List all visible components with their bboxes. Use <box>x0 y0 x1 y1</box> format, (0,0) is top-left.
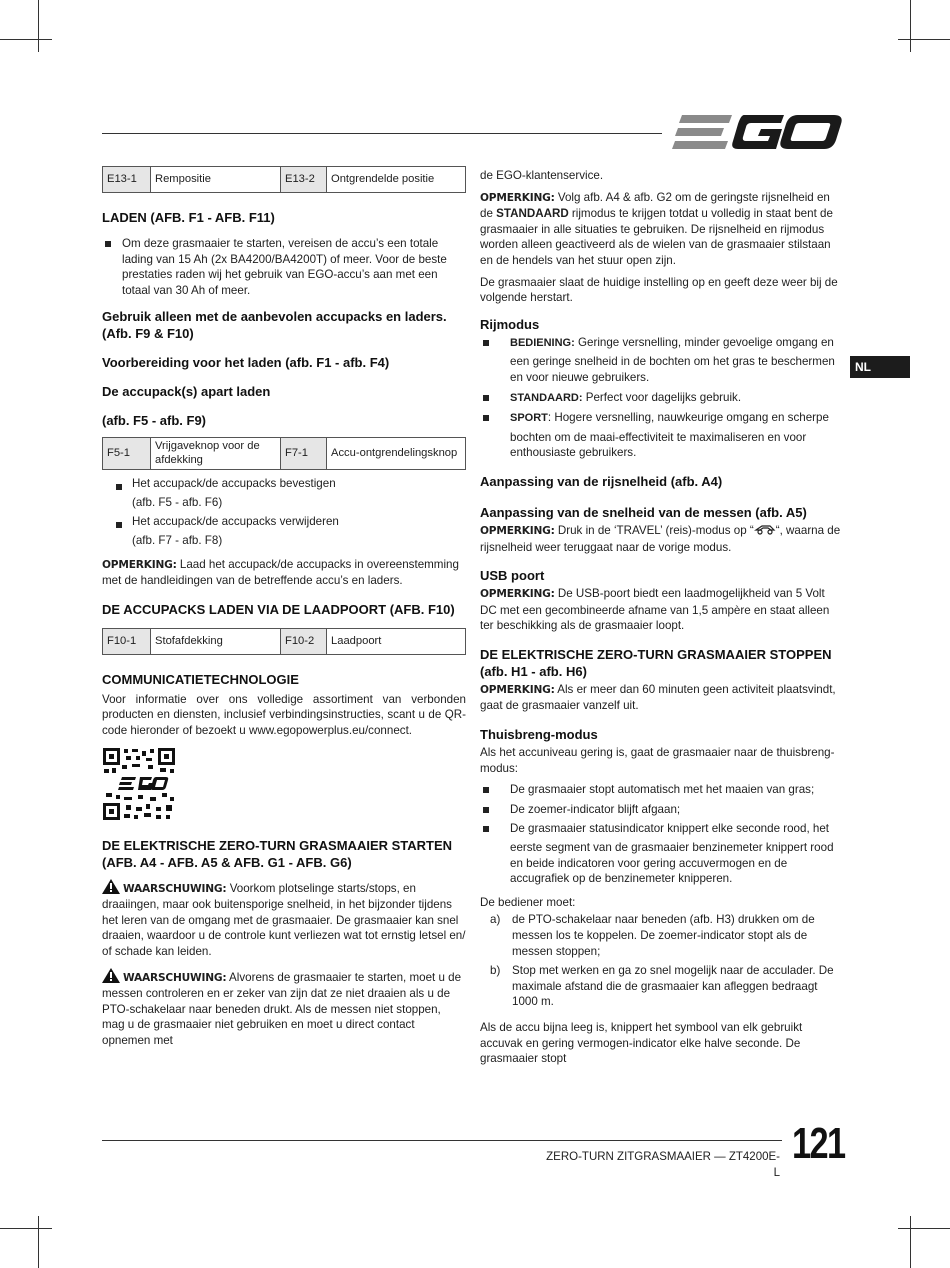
note-paragraph <box>480 682 844 714</box>
crop-mark <box>910 1216 911 1268</box>
paragraph-thuisbreng: Als het accuniveau gering is, gaat de grasmaaier naar de thuisbreng-modus: <box>480 746 835 775</box>
crop-mark <box>0 1228 52 1229</box>
crop-mark <box>898 1228 950 1229</box>
list-item-rest: eerste segment van de grasmaaier benzinemeter knippert rood en beide indicatoren voor gering accuvermogen en de accugrafiek op de benzinemeter knipperen. <box>510 841 834 886</box>
heading-gebruik: Gebruik alleen met de aanbevolen accupacks en laders. (Afb. F9 & F10) <box>102 309 447 342</box>
accupack-list <box>102 476 466 548</box>
crop-mark <box>38 1216 39 1268</box>
list-item-ref: (afb. F7 - afb. F8) <box>132 533 223 547</box>
note-label: OPMERKING: <box>480 683 555 696</box>
heading-rijmodus: Rijmodus <box>480 316 540 332</box>
note-text: “, waarna de rijsnelheid weer teruggaat naar de vorige modus. <box>480 523 841 554</box>
language-tab: NL <box>850 356 910 378</box>
page-number: 121 <box>792 1119 845 1168</box>
list-item <box>480 335 844 386</box>
note-text: Druk in de ‘TRAVEL’ (reis)-modus op “ <box>554 523 754 537</box>
crop-mark <box>898 39 950 40</box>
blade-speed-icon <box>754 524 776 535</box>
note-paragraph <box>102 557 466 589</box>
step-text: de PTO-schakelaar naar beneden (afb. H3) drukken om de messen los te koppelen. De zoemer-indicator stopt als de messen stoppen; <box>512 913 815 958</box>
part-code: E13-1 <box>103 167 151 193</box>
note-paragraph <box>480 523 844 555</box>
right-column <box>480 168 844 1073</box>
list-item <box>480 390 844 407</box>
heading-usb: USB poort <box>480 568 545 584</box>
heading-afb: (afb. F5 - afb. F9) <box>102 413 206 429</box>
parts-table-e13 <box>102 166 466 193</box>
paragraph-final: Als de accu bijna leeg is, knippert het symbool van elk gebruikt accuvak en gering vermogen-indicator elke halve seconde. De grasmaaier stopt <box>480 1020 803 1066</box>
part-code: F5-1 <box>103 438 151 470</box>
rijmodus-list <box>480 335 844 461</box>
qr-code-icon[interactable] <box>102 747 176 821</box>
step-marker: b) <box>490 964 501 978</box>
list-item-line: Het accupack/de accupacks bevestigen <box>132 477 336 491</box>
note-label: OPMERKING: <box>102 558 177 571</box>
left-column <box>102 166 466 1056</box>
part-name: Rempositie <box>151 167 281 193</box>
section-heading-stoppen: DE ELEKTRISCHE ZERO-TURN GRASMAAIER STOPPEN (afb. H1 - afb. H6) <box>480 646 832 679</box>
note-text: Als er meer dan 60 minuten geen activiteit plaatsvindt, gaat de grasmaaier vanzelf uit. <box>480 682 836 713</box>
header-rule <box>102 133 662 134</box>
step-text: Stop met werken en ga zo snel mogelijk naar de acculader. De maximale afstand die de grasmaaier kan afleggen bedraagt 1000 m. <box>512 964 834 1009</box>
note-text: De USB-poort biedt een laadmogelijkheid van 5 Volt DC met een gecombineerde afname van 1,5 ampère en staat alleen ter beschikking als de grasmaaier loopt. <box>480 587 830 633</box>
section-heading-comm: COMMUNICATIETECHNOLOGIE <box>102 671 299 687</box>
footer-rule <box>102 1140 782 1141</box>
mode-label: BEDIENING: <box>510 336 575 349</box>
part-name: Vrijgaveknop voor de afdekking <box>151 438 281 470</box>
part-name: Accu-ontgrendelingsknop <box>327 438 466 470</box>
crop-mark <box>0 39 52 40</box>
mode-text: Perfect voor dagelijks gebruik. <box>582 390 742 404</box>
part-name: Laadpoort <box>327 628 466 654</box>
warning-text: Voorkom plotselinge starts/stops, en draaiingen, maar ook buitensporige snelheid, in het bijzonder tijdens het leren van de omgang met de grasmaaier. De grasmaaier kan snel draaien, waardoor u de controle kunt verliezen wat tot ernstig letsel en/ of schade kan leiden. <box>102 881 466 958</box>
note-paragraph <box>480 190 844 269</box>
section-heading-laden: LADEN (AFB. F1 - AFB. F11) <box>102 210 275 225</box>
heading-voorbereiding: Voorbereiding voor het laden (afb. F1 - afb. F4) <box>102 355 390 371</box>
list-item-line: De grasmaaier stopt automatisch met het maaien van gras; <box>510 783 815 797</box>
note-paragraph <box>480 586 844 634</box>
mode-text-rest: bochten om de maai-effectiviteit te maximaliseren en voor enthousiaste gebruikers. <box>510 430 807 460</box>
parts-table-f5 <box>102 437 466 470</box>
heading-apart-laden: De accupack(s) apart laden <box>102 384 271 400</box>
parts-table-f10 <box>102 628 466 655</box>
mode-text-rest: een geringe snelheid in de bochten om het gras te beschermen en voor nieuwe gebruikers. <box>510 355 835 384</box>
note-emphasis: STANDAARD <box>496 207 569 221</box>
part-code: F10-2 <box>281 628 327 654</box>
heading-messen: Aanpassing van de snelheid van de messen (afb. A5) <box>480 504 807 520</box>
list-item-ref: (afb. F5 - afb. F6) <box>132 495 223 509</box>
note-text: Laad het accupack/de accupacks in overeenstemming met de handleidingen van de betreffende accu’s en laders. <box>102 557 459 588</box>
continued-paragraph: de EGO-klantenservice. <box>480 169 604 182</box>
part-code: E13-2 <box>281 167 327 193</box>
warning-label: WAARSCHUWING: <box>123 882 227 895</box>
note-label: OPMERKING: <box>480 588 555 601</box>
note-text: Volg afb. A4 & afb. G2 om de geringste rijsnelheid en de <box>480 190 830 221</box>
warning-triangle-icon <box>102 879 120 894</box>
warning-triangle-icon <box>102 968 120 983</box>
paragraph-herstart: De grasmaaier slaat de huidige instelling op en geeft deze weer bij de volgende herstart. <box>480 275 838 305</box>
note-label: OPMERKING: <box>480 191 555 204</box>
mode-label: STANDAARD: <box>510 391 583 404</box>
laden-list <box>102 236 466 298</box>
step-item <box>480 963 844 1010</box>
list-item <box>102 476 466 510</box>
part-name: Ontgrendelde positie <box>327 167 466 193</box>
step-marker: a) <box>490 913 501 927</box>
note-text: rijmodus te krijgen totdat u volledig in staat bent de grasmaaier in alle situaties te gebruiken. De rijsnelheid en rijmodus worden alleen geactiveerd als de wielen van de grasmaaier stilstaan en de hendels van het stuur open zijn. <box>480 207 833 267</box>
warning-paragraph <box>102 879 466 960</box>
crop-mark <box>38 0 39 52</box>
warning-text: Alvorens de grasmaaier te starten, moet u de messen controleren en er zeker van zijn dat ze niet draaien als u de PTO-schakelaar naar beneden drukt. Als de messen niet stoppen, mag u de grasmaaier niet gebruiken en moet u direct contact opnemen met <box>102 970 462 1047</box>
list-item <box>480 821 844 886</box>
comm-paragraph: Voor informatie over ons volledige assortiment van verbonden producten en diensten, inclusief verbindingsinstructies, scant u de QR-code hieronder of bezoekt u www.egopowerplus.eu/connect. <box>102 692 466 737</box>
mode-text: : Hogere versnelling, nauwkeurige omgang en scherpe <box>547 411 829 425</box>
warning-paragraph <box>102 968 466 1049</box>
part-code: F7-1 <box>281 438 327 470</box>
part-name: Stofafdekking <box>151 628 281 654</box>
bediener-steps <box>480 912 844 1010</box>
step-item <box>480 912 844 959</box>
list-item <box>480 410 844 461</box>
warning-label: WAARSCHUWING: <box>123 971 227 984</box>
thuisbreng-list <box>480 782 844 887</box>
list-item-line: De grasmaaier statusindicator knippert elke seconde rood, het <box>510 822 830 836</box>
list-item <box>480 802 844 818</box>
ego-logo <box>672 112 844 154</box>
crop-mark <box>910 0 911 52</box>
mode-label: SPORT <box>510 412 548 425</box>
footer-title: ZERO-TURN ZITGRASMAAIER — ZT4200E-L <box>546 1151 780 1179</box>
part-code: F10-1 <box>103 628 151 654</box>
heading-rijsnelheid: Aanpassing van de rijsnelheid (afb. A4) <box>480 473 723 489</box>
mode-text: Geringe versnelling, minder gevoelige omgang en <box>574 335 834 349</box>
list-item-line: De zoemer-indicator blijft afgaan; <box>510 802 681 816</box>
heading-thuisbreng: Thuisbreng-modus <box>480 727 598 743</box>
paragraph-bediener: De bediener moet: <box>480 895 576 909</box>
section-heading-laadpoort: DE ACCUPACKS LADEN VIA DE LAADPOORT (AFB. F10) <box>102 601 455 617</box>
section-heading-starten: DE ELEKTRISCHE ZERO-TURN GRASMAAIER STARTEN (AFB. A4 - AFB. A5 & AFB. G1 - AFB. G6) <box>102 837 453 870</box>
list-item <box>102 514 466 548</box>
note-label: OPMERKING: <box>480 524 555 537</box>
list-item: Om deze grasmaaier te starten, vereisen de accu’s een totale lading van 15 Ah (2x BA4200/BA4200T) of meer. Voor de beste prestaties raden wij het gebruik van EGO-accu’s aan met een totaal van 30 Ah of meer. <box>102 236 466 298</box>
list-item <box>480 782 844 798</box>
list-item-line: Het accupack/de accupacks verwijderen <box>132 515 339 529</box>
